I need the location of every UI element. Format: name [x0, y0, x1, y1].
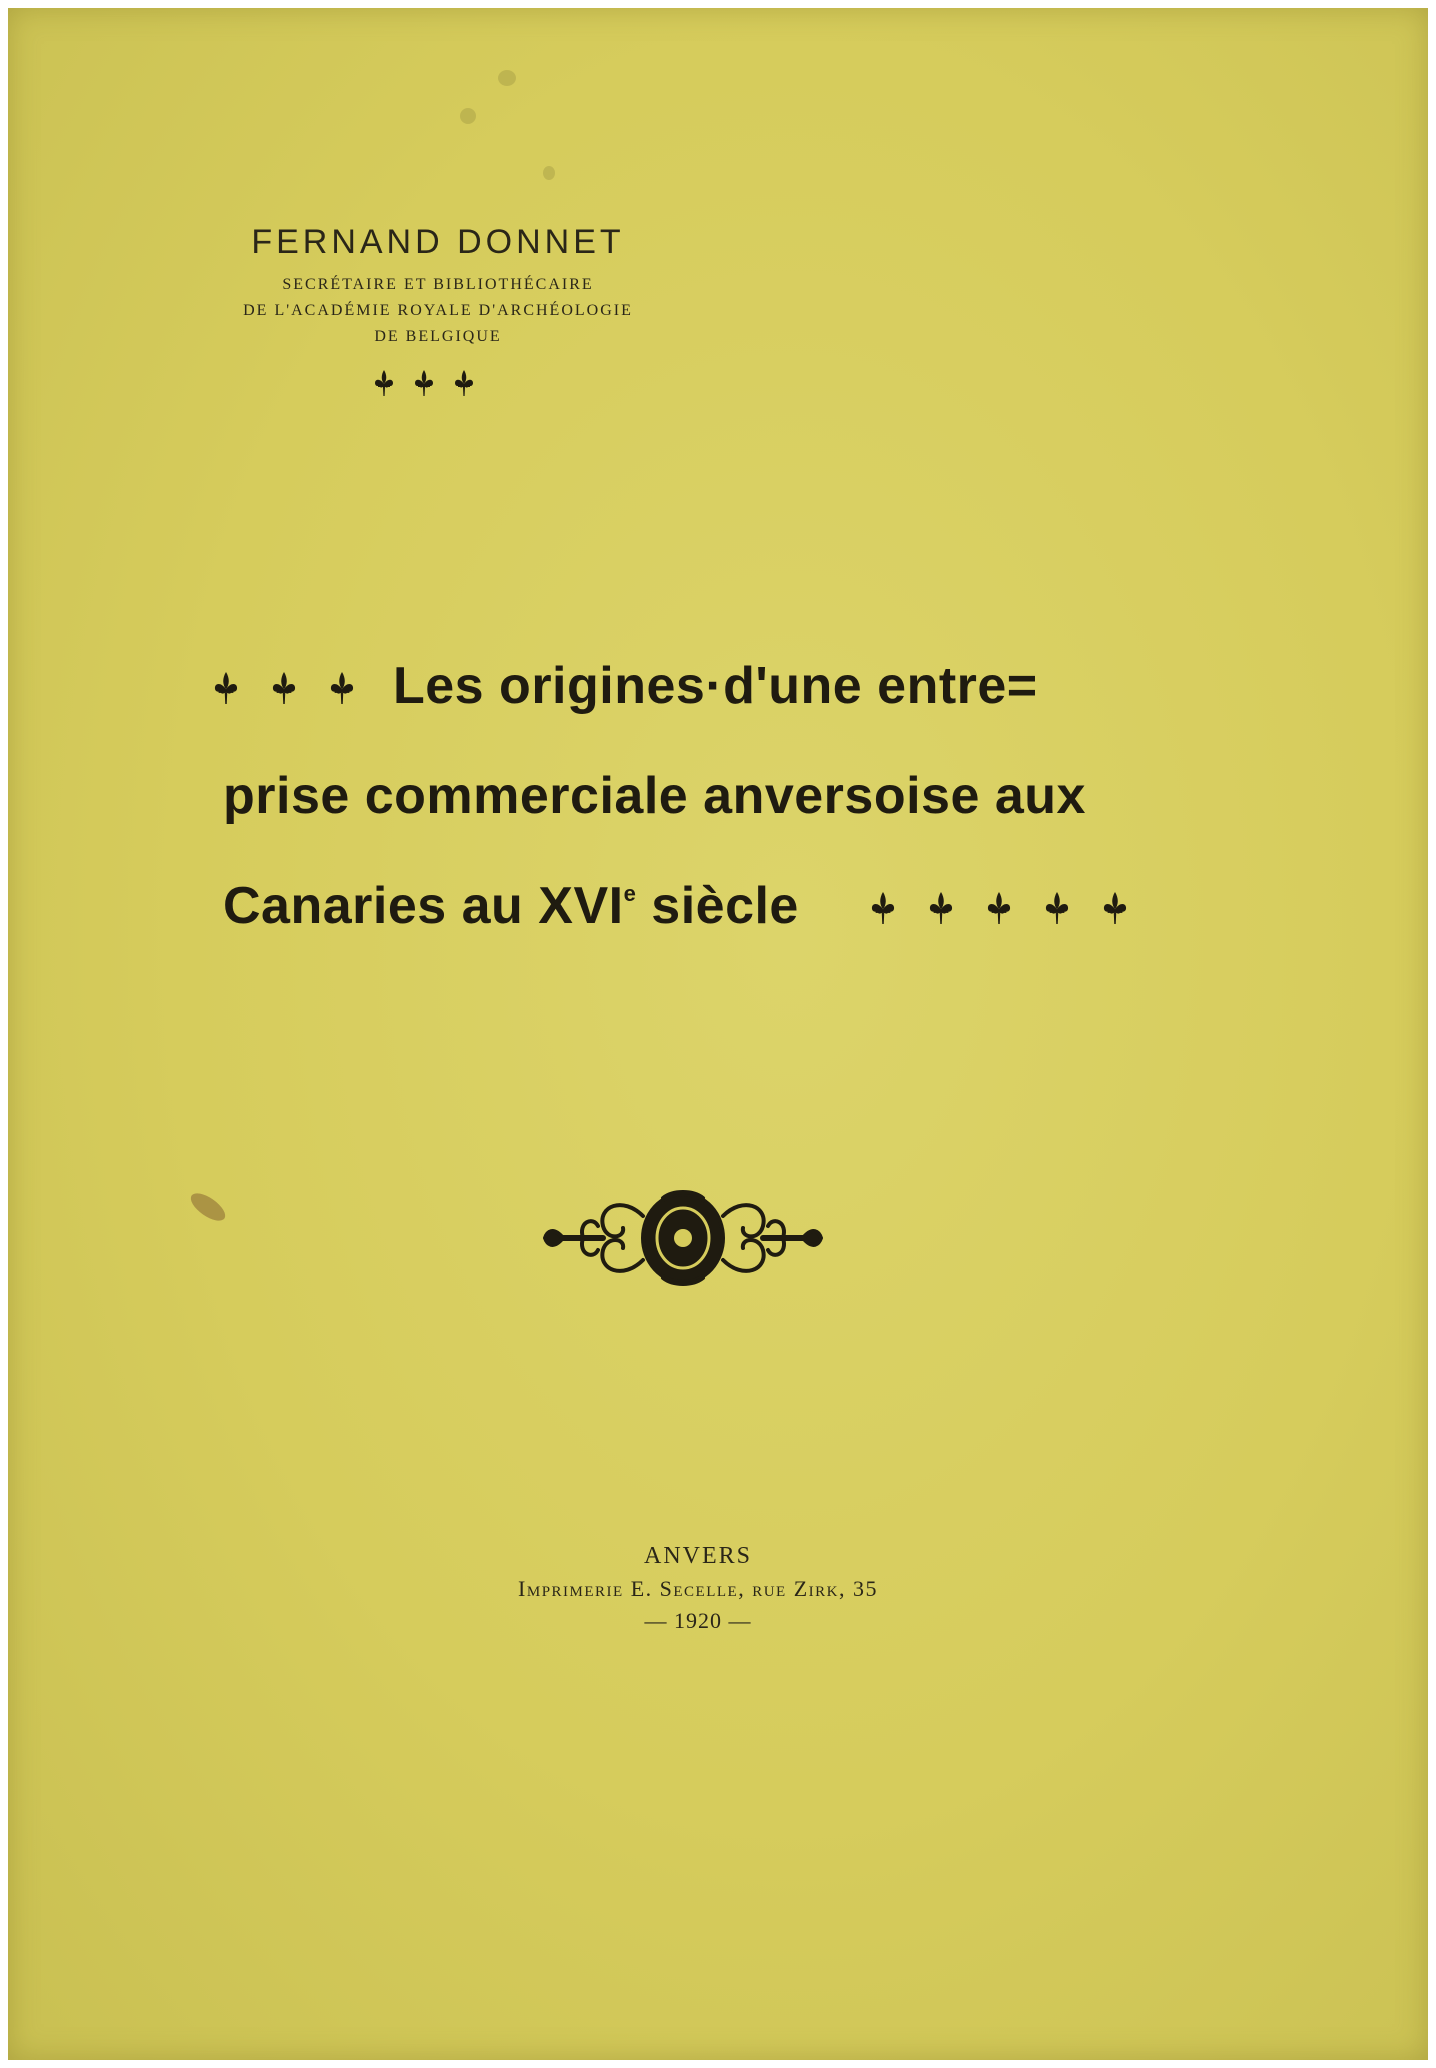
fleur-de-lis-icon — [1102, 892, 1128, 924]
fleur-de-lis-icon — [374, 370, 394, 396]
fleur-de-lis-icon — [454, 370, 474, 396]
imprint-block — [428, 1543, 968, 1634]
fleur-de-lis-icon — [1044, 892, 1070, 924]
fleur-de-lis-icon — [986, 892, 1012, 924]
author-name: FERNAND DONNET — [251, 223, 625, 261]
book-cover — [8, 8, 1428, 2060]
author-block — [208, 223, 668, 350]
title-line-3-end: siècle — [636, 877, 799, 935]
title-leading-fleurs — [213, 672, 387, 704]
ornamental-scroll-icon — [543, 1186, 823, 1290]
fleur-de-lis-icon — [928, 892, 954, 924]
title-line-1: Les origines·d'une entre= — [393, 657, 1038, 715]
stain — [460, 108, 476, 124]
author-role-line: DE L'ACADÉMIE ROYALE D'ARCHÉOLOGIE — [243, 302, 633, 319]
title-line-3-main: Canaries au XVI — [223, 877, 624, 935]
stain — [543, 166, 555, 180]
stain — [498, 70, 516, 86]
title-line-3 — [223, 876, 799, 936]
fleur-de-lis-icon — [329, 672, 355, 704]
imprint-city: ANVERS — [643, 1543, 752, 1569]
title-trailing-fleurs — [870, 892, 1128, 924]
title-superscript: e — [623, 881, 637, 906]
imprint-year: — 1920 — — [644, 1608, 752, 1633]
fleur-de-lis-icon — [271, 672, 297, 704]
imprint-printer: Imprimerie E. Secelle, rue Zirk, 35 — [518, 1576, 878, 1601]
title-line-2: prise commerciale anversoise aux — [223, 767, 1086, 825]
stain — [186, 1188, 229, 1226]
fleur-de-lis-icon — [213, 672, 239, 704]
author-fleur-row — [374, 370, 494, 396]
author-role-line: SECRÉTAIRE ET BIBLIOTHÉCAIRE — [282, 276, 594, 293]
author-role-line: DE BELGIQUE — [374, 328, 502, 345]
fleur-de-lis-icon — [870, 892, 896, 924]
fleur-de-lis-icon — [414, 370, 434, 396]
